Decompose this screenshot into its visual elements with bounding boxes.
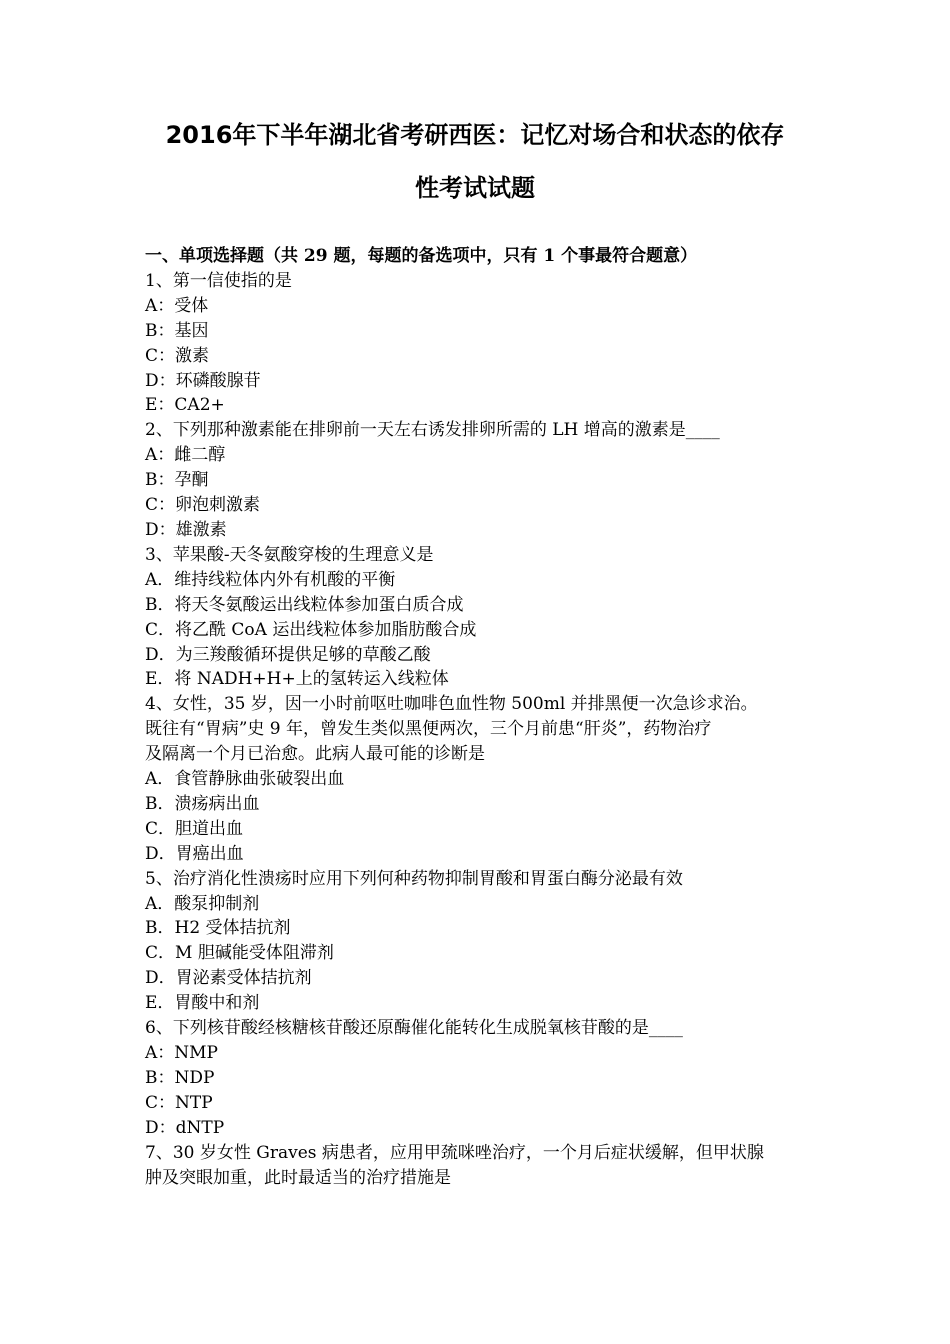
- question-2-option-c: C：卵泡刺激素: [145, 495, 261, 516]
- question-4-stem-line-3: 及隔离一个月已治愈。此病人最可能的诊断是: [145, 744, 485, 765]
- question-2-option-a: A：雌二醇: [145, 445, 226, 466]
- question-1-option-c: C：激素: [145, 345, 210, 366]
- question-7-stem-line-1: 7、30 岁女性 Graves 病患者，应用甲巯咪唑治疗，一个月后症状缓解，但甲状腺: [145, 1142, 764, 1163]
- question-6-option-d: D：dNTP: [145, 1117, 225, 1138]
- question-1-stem: 1、第一信使指的是: [145, 270, 292, 291]
- question-4-option-d: D．胃癌出血: [145, 843, 244, 864]
- question-4-option-a: A．食管静脉曲张破裂出血: [145, 769, 345, 790]
- question-2-option-b: B：孕酮: [145, 470, 209, 491]
- question-1-option-a: A：受体: [145, 295, 209, 316]
- question-1-option-e: E：CA2+: [145, 395, 225, 416]
- question-5-option-a: A．酸泵抑制剂: [145, 893, 260, 914]
- question-6-option-c: C：NTP: [145, 1092, 213, 1113]
- question-3-option-c: C．将乙酰 CoA 运出线粒体参加脂肪酸合成: [145, 619, 477, 640]
- question-3-stem: 3、苹果酸-天冬氨酸穿梭的生理意义是: [145, 544, 434, 565]
- question-3-option-e: E．将 NADH+H+上的氢转运入线粒体: [145, 669, 449, 690]
- question-5-option-b: B．H2 受体拮抗剂: [145, 918, 291, 939]
- question-3-option-d: D．为三羧酸循环提供足够的草酸乙酸: [145, 644, 431, 665]
- question-5-option-e: E．胃酸中和剂: [145, 993, 260, 1014]
- document-body: [145, 244, 815, 1190]
- question-7-stem-line-2: 肿及突眼加重，此时最适当的治疗措施是: [145, 1167, 451, 1188]
- question-6-stem: 6、下列核苷酸经核糖核苷酸还原酶催化能转化生成脱氧核苷酸的是____: [145, 1018, 683, 1039]
- question-5-option-d: D．胃泌素受体拮抗剂: [145, 968, 312, 989]
- section-heading: 一、单项选择题（共 29 题，每题的备选项中，只有 1 个事最符合题意）: [145, 246, 698, 266]
- question-5-stem: 5、治疗消化性溃疡时应用下列何种药物抑制胃酸和胃蛋白酶分泌最有效: [145, 868, 683, 889]
- question-4-option-b: B．溃疡病出血: [145, 793, 260, 814]
- question-5-option-c: C．M 胆碱能受体阻滞剂: [145, 943, 334, 964]
- question-2-stem: 2、下列那种激素能在排卵前一天左右诱发排卵所需的 LH 增高的激素是____: [145, 420, 720, 441]
- document-title-line-1: 2016年下半年湖北省考研西医：记忆对场合和状态的依存: [165, 121, 785, 149]
- question-4-stem-line-2: 既往有“胃病”史 9 年，曾发生类似黑便两次，三个月前患“肝炎”，药物治疗: [145, 719, 712, 740]
- question-3-option-b: B．将天冬氨酸运出线粒体参加蛋白质合成: [145, 594, 464, 615]
- question-4-stem-line-1: 4、女性，35 岁，因一小时前呕吐咖啡色血性物 500ml 并排黑便一次急诊求治。: [145, 694, 758, 715]
- question-6-option-b: B：NDP: [145, 1067, 215, 1088]
- question-1-option-b: B：基因: [145, 320, 209, 341]
- document-title-line-2: 性考试试题: [415, 174, 535, 202]
- question-6-option-a: A：NMP: [145, 1043, 218, 1063]
- question-3-option-a: A．维持线粒体内外有机酸的平衡: [145, 569, 396, 590]
- question-4-option-c: C．胆道出血: [145, 818, 244, 839]
- question-2-option-d: D：雄激素: [145, 519, 227, 540]
- question-1-option-d: D：环磷酸腺苷: [145, 370, 261, 391]
